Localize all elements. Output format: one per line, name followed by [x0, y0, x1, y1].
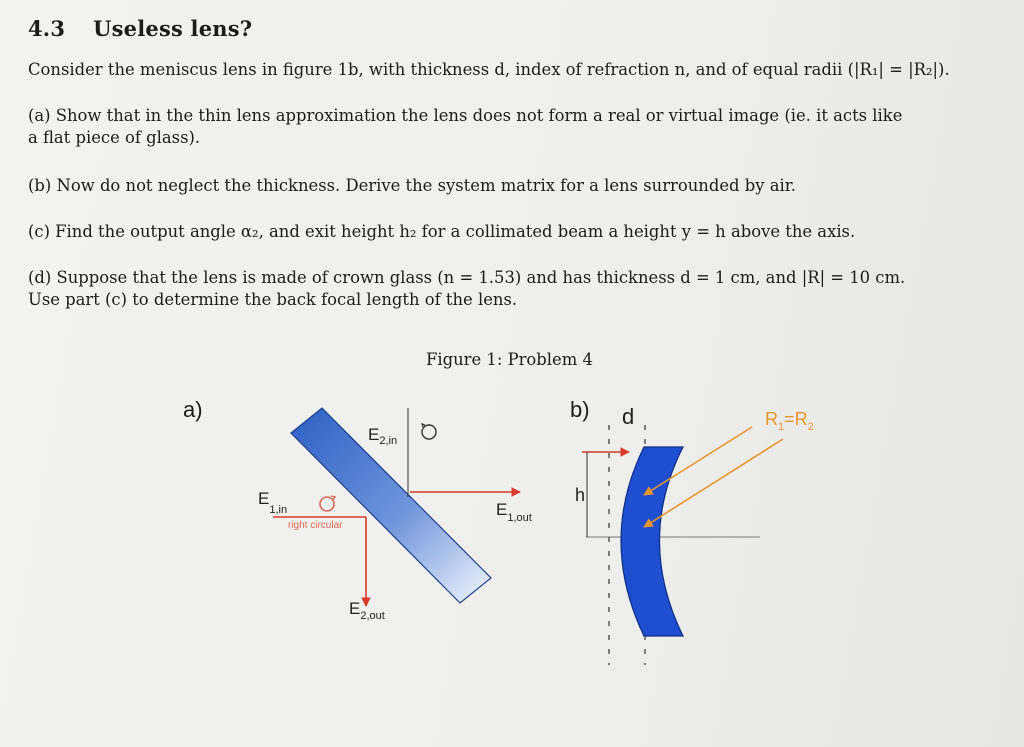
part-b: (b) Now do not neglect the thickness. Derive the system matrix for a lens surrounded by air.: [28, 176, 796, 195]
part-d-line-2: Use part (c) to determine the back focal length of the lens.: [28, 290, 518, 309]
panel-a-label: a): [183, 397, 203, 422]
polarization-circle-icon: [320, 497, 334, 511]
panel-b-diagram: [575, 404, 814, 665]
part-a-line-2: a flat piece of glass).: [28, 128, 201, 147]
height-label: h: [575, 485, 586, 505]
thickness-label: d: [622, 404, 635, 429]
polarization-circle-icon-2: [422, 425, 436, 439]
panel-a-diagram: [258, 408, 532, 622]
section-number: 4.3: [28, 16, 66, 41]
figure-caption: Figure 1: Problem 4: [426, 350, 593, 369]
e1out-label: $E_{1,out}$: [496, 500, 532, 524]
panel-b-label: b): [570, 397, 590, 422]
e1in-label: $E_{1,in}$: [258, 489, 288, 516]
section-title: Useless lens?: [93, 16, 253, 41]
radii-label: $R_1=R_2$: [765, 409, 814, 433]
e2out-label: $E_{2,out}$: [349, 599, 385, 622]
intro-paragraph: Consider the meniscus lens in figure 1b, with thickness d, index of refraction n, and of equal radii (|R₁| = |R₂|).: [28, 60, 950, 79]
e2in-label: $E_{2,in}$: [368, 425, 398, 447]
part-c: (c) Find the output angle α₂, and exit height h₂ for a collimated beam a height y = h above the axis.: [28, 222, 856, 241]
meniscus-lens: [621, 447, 683, 636]
part-a-line-1: (a) Show that in the thin lens approximation the lens does not form a real or virtual image (ie. it acts like: [28, 106, 903, 125]
part-d-line-1: (d) Suppose that the lens is made of crown glass (n = 1.53) and has thickness d = 1 cm, and |R| = 10 cm.: [28, 268, 906, 287]
polarization-label: right circular: [288, 520, 343, 531]
